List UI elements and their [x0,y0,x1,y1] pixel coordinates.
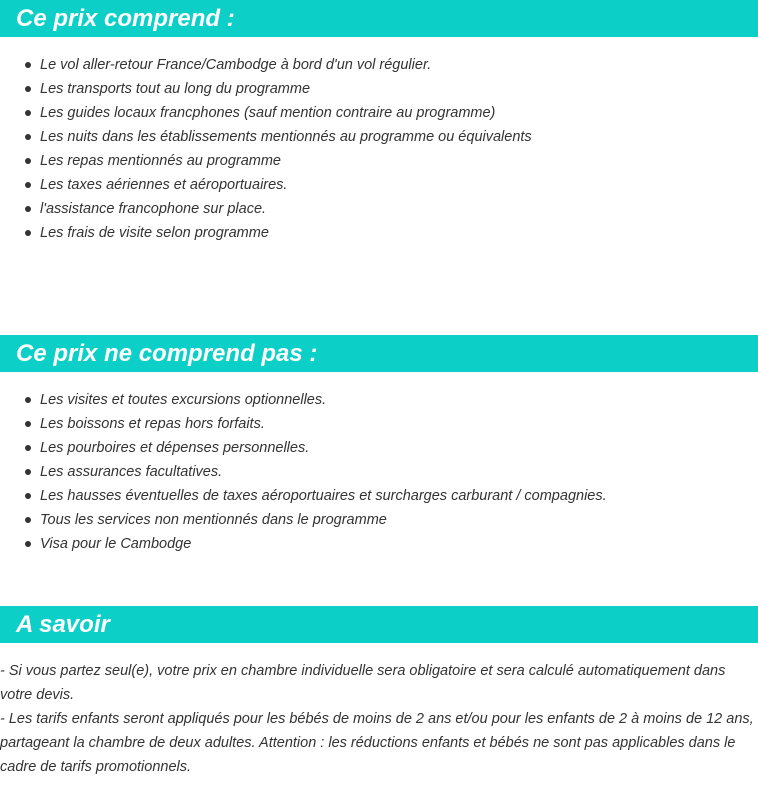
bullet-icon [25,493,31,499]
bullet-icon [25,86,31,92]
section-title-a-savoir: A savoir [0,606,758,643]
list-item [0,173,532,197]
bullet-icon [25,206,31,212]
list-item [0,508,607,532]
list-item-text: Le vol aller-retour France/Cambodge à bord d'un vol régulier. [40,57,432,73]
bullet-icon [25,182,31,188]
info-paragraph: - Les tarifs enfants seront appliqués pour les bébés de moins de 2 ans et/ou pour les enfants de 2 à moins de 12 ans, partageant la chambre de deux adultes. Attention : les réductions enfants et bébés ne sont pas applicables dans le cadre de tarifs promotionnels. [0,711,754,775]
list-item [0,460,607,484]
list-item-text: Les hausses éventuelles de taxes aéroportuaires et surcharges carburant / compagnies. [40,488,607,504]
list-item [0,388,607,412]
list-item-text: Les visites et toutes excursions optionnelles. [40,392,327,408]
list-item-text: Les boissons et repas hors forfaits. [40,416,265,432]
list-item [0,101,532,125]
not-included-list [0,388,607,556]
info-paragraph: - Si vous partez seul(e), votre prix en chambre individuelle sera obligatoire et sera calculé automatiquement dans votre devis. [0,663,726,703]
list-item [0,149,532,173]
section-title-not-included: Ce prix ne comprend pas : [0,335,758,372]
list-item-text: Tous les services non mentionnés dans le programme [40,512,387,528]
included-list [0,53,532,245]
list-item [0,436,607,460]
bullet-icon [25,134,31,140]
list-item [0,221,532,245]
bullet-icon [25,469,31,475]
bullet-icon [25,62,31,68]
list-item [0,53,532,77]
bullet-icon [25,517,31,523]
list-item [0,125,532,149]
list-item-text: Les nuits dans les établissements mentionnés au programme ou équivalents [40,129,532,145]
bullet-icon [25,158,31,164]
list-item [0,532,607,556]
list-item-text: Les pourboires et dépenses personnelles. [40,440,310,456]
list-item-text: Les transports tout au long du programme [40,81,311,97]
section-title-included: Ce prix comprend : [0,0,758,37]
list-item [0,484,607,508]
bullet-icon [25,110,31,116]
bullet-icon [25,397,31,403]
list-item-text: Les frais de visite selon programme [40,225,269,241]
list-item-text: l'assistance francophone sur place. [40,201,267,217]
bullet-icon [25,445,31,451]
list-item-text: Les repas mentionnés au programme [40,153,281,169]
list-item-text: Les guides locaux francphones (sauf mention contraire au programme) [40,105,496,121]
bullet-icon [25,230,31,236]
list-item-text: Visa pour le Cambodge [40,536,192,552]
list-item-text: Les taxes aériennes et aéroportuaires. [40,177,288,193]
list-item [0,197,532,221]
bullet-icon [25,541,31,547]
list-item [0,77,532,101]
list-item-text: Les assurances facultatives. [40,464,223,480]
bullet-icon [25,421,31,427]
list-item [0,412,607,436]
